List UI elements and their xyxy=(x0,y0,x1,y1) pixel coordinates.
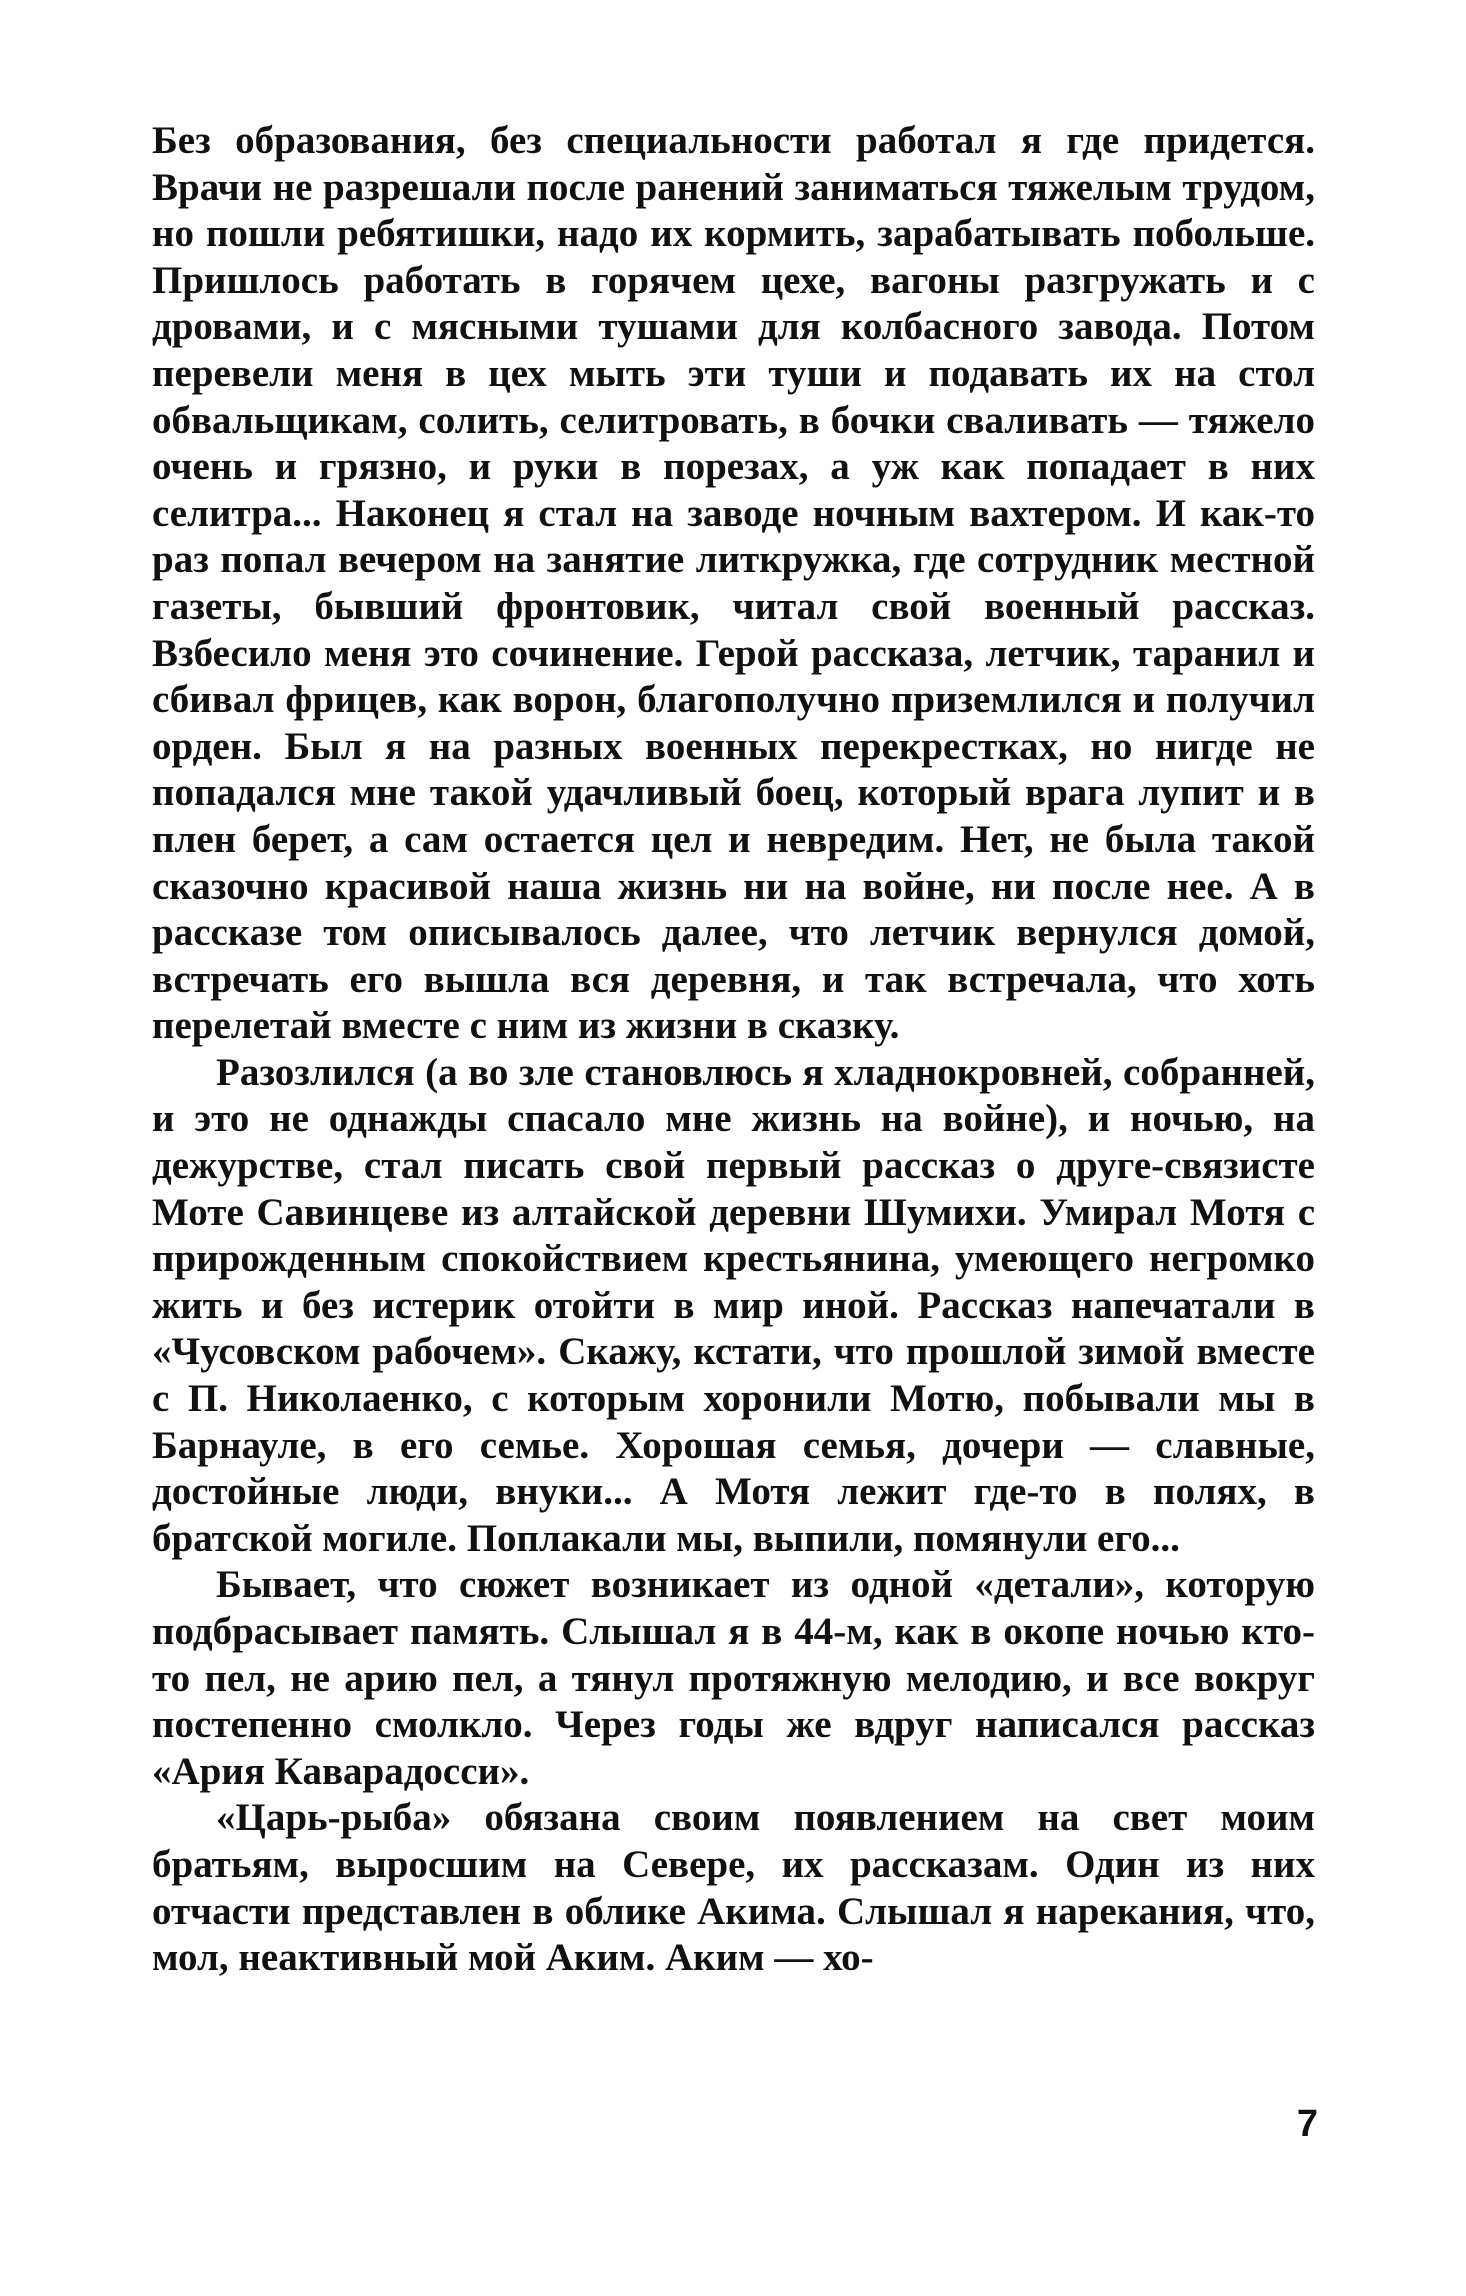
paragraph-1: Без образования, без специальности работал я где придется. Врачи не разрешали после ранений заниматься тяжелым трудом, но пошли ребятишки, надо их кормить, зарабатывать побольше. Пришлось работать в горячем цехе, вагоны разгружать и с дровами, и с мясными тушами для колбасного завода. Потом перевели меня в цех мыть эти туши и подавать их на стол обвальщикам, солить, селитровать, в бочки сваливать — тяжело очень и грязно, и руки в порезах, а уж как попадает в них селитра... Наконец я стал на заводе ночным вахтером. И как-то раз попал вечером на занятие литкружка, где сотрудник местной газеты, бывший фронтовик, читал свой военный рассказ. Взбесило меня это сочинение. Герой рассказа, летчик, таранил и сбивал фрицев, как ворон, благополучно приземлился и получил орден. Был я на разных военных перекрестках, но нигде не попадался мне такой удачливый боец, который врага лупит и в плен берет, а сам остается цел и невредим. Нет, не была такой сказочно красивой наша жизнь ни на войне, ни после нее. А в рассказе том описывалось далее, что летчик вернулся домой, встречать его вышла вся деревня, и так встречала, что хоть перелетай вместе с ним из жизни в сказку. xyxy=(152,119,1315,1048)
paragraph-2: Разозлился (а во зле становлюсь я хладнокровней, собранней, и это не однажды спасало мне жизнь на войне), и ночью, на дежурстве, стал писать свой первый рассказ о друге-связисте Моте Савинцеве из алтайской деревни Шумихи. Умирал Мотя с прирожденным спокойствием крестьянина, умеющего негромко жить и без истерик отойти в мир иной. Рассказ напечатали в «Чусовском рабочем». Скажу, кстати, что прошлой зимой вместе с П. Николаенко, с которым хоронили Мотю, побывали мы в Барнауле, в его семье. Хорошая семья, дочери — славные, достойные люди, внуки... А Мотя лежит где-то в полях, в братской могиле. Поплакали мы, выпили, помянули его... xyxy=(152,1050,1315,1560)
page-number: 7 xyxy=(1296,2103,1318,2145)
body-text xyxy=(152,118,1315,1982)
paragraph-3: Бывает, что сюжет возникает из одной «детали», которую подбрасывает память. Слышал я в 44-м, как в окопе ночью кто-то пел, не арию пел, а тянул протяжную мелодию, и все вокруг постепенно смолкло. Через годы же вдруг написался рассказ «Ария Каварадосси». xyxy=(152,1563,1315,1793)
paragraph-4: «Царь-рыба» обязана своим появлением на свет моим братьям, выросшим на Севере, их рассказам. Один из них отчасти представлен в облике Акима. Слышал я нарекания, что, мол, неактивный мой Аким. Аким — хо- xyxy=(152,1796,1315,1980)
